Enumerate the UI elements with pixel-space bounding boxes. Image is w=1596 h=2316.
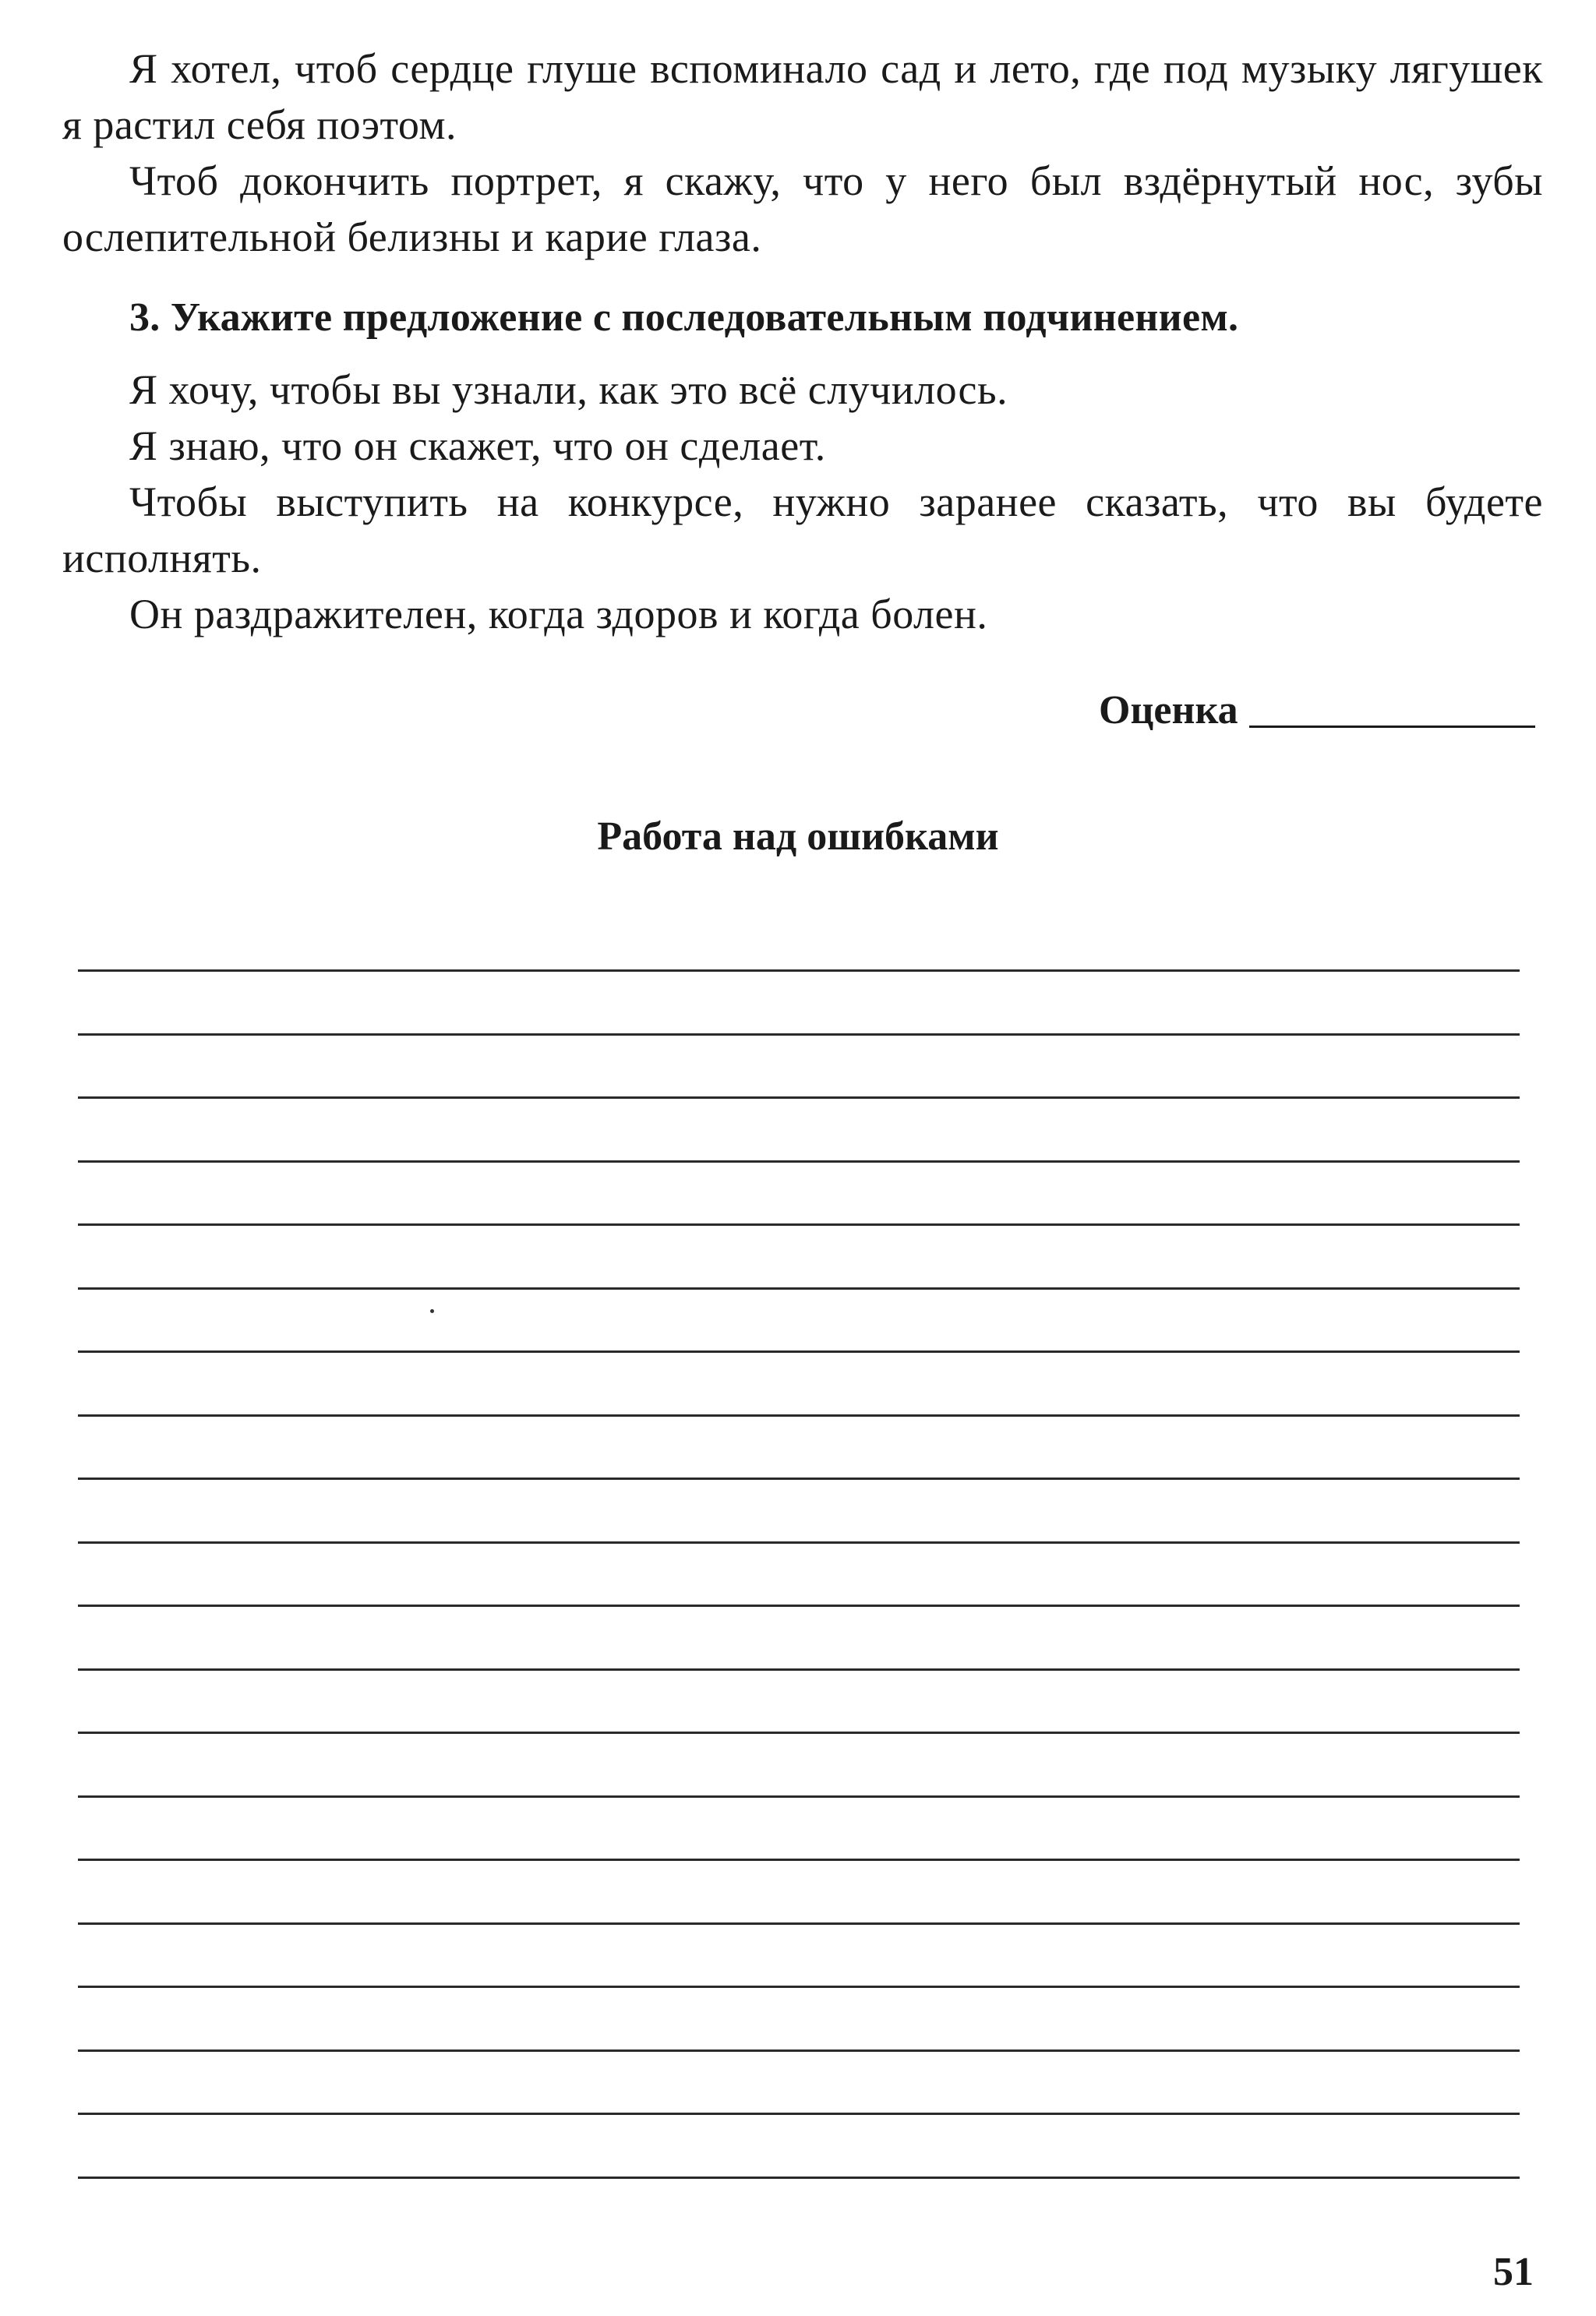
writing-line[interactable] [78,1287,1520,1290]
writing-line[interactable] [78,1160,1520,1163]
writing-line[interactable] [78,1096,1520,1099]
writing-line[interactable] [78,2113,1520,2115]
grade-label: Оценка [1099,688,1238,733]
option-2: Я знаю, что он скажет, что он сделает. [129,422,826,469]
writing-line[interactable] [78,1350,1520,1353]
writing-line[interactable] [78,1033,1520,1036]
option-4: Он раздражителен, когда здоров и когда болен. [129,591,988,637]
writing-line[interactable] [78,1795,1520,1798]
intro-paragraph-1: Я хотел, чтоб сердце глуше вспоминало сад и лето, где под музыку лягушек я растил себя поэтом. [62,45,1543,148]
writing-line[interactable] [78,1859,1520,1861]
grade-blank-line[interactable] [1249,724,1535,728]
writing-line[interactable] [78,2049,1520,2052]
writing-line[interactable] [78,969,1520,972]
writing-line[interactable] [78,1986,1520,1988]
writing-line[interactable] [78,1414,1520,1417]
writing-line[interactable] [78,1541,1520,1544]
writing-line[interactable] [78,1478,1520,1480]
grade-field [1099,676,1535,739]
writing-line[interactable] [78,2177,1520,2179]
question-3-title: 3. Укажите предложение с последовательным подчинением. [129,295,1239,340]
print-speck [430,1309,434,1313]
intro-text [62,41,1543,265]
section-title: Работа над ошибками [597,814,999,859]
writing-line[interactable] [78,1922,1520,1925]
writing-line[interactable] [78,1223,1520,1226]
option-1: Я хочу, чтобы вы узнали, как это всё случилось. [129,366,1008,413]
writing-line[interactable] [78,1732,1520,1734]
intro-paragraph-2: Чтоб докончить портрет, я скажу, что у него был вздёрнутый нос, зубы ослепительной белизны и карие глаза. [62,157,1543,260]
option-3: Чтобы выступить на конкурсе, нужно заранее сказать, что вы будете исполнять. [62,478,1543,581]
writing-line[interactable] [78,1668,1520,1671]
writing-line[interactable] [78,1605,1520,1607]
question-options [62,362,1543,642]
page-number: 51 [1493,2250,1534,2294]
